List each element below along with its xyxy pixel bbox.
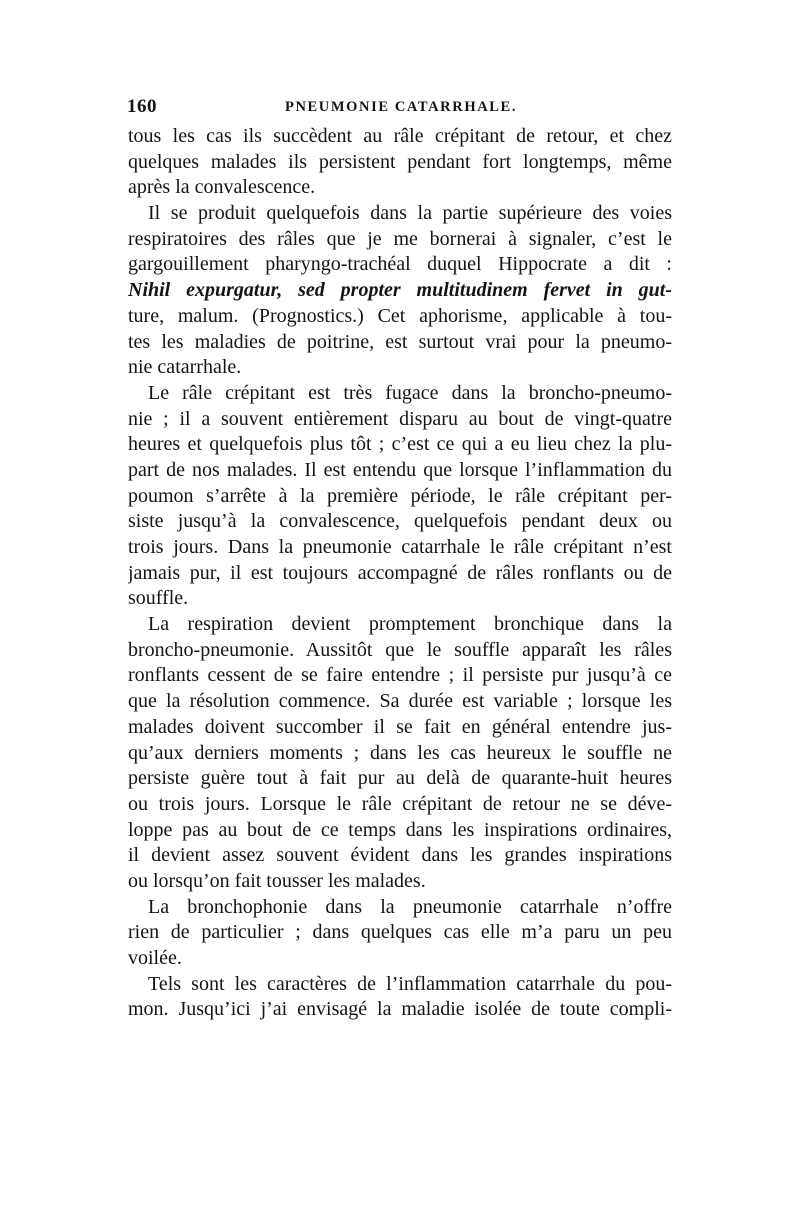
text-line: gargouillement pharyngo-trachéal duquel Hippocrate a dit : [128, 253, 672, 276]
running-head [127, 96, 673, 118]
text-line: nie catarrhale. [128, 356, 242, 379]
text-line: trois jours. Dans la pneumonie catarrhale le râle crépitant n’est [128, 536, 672, 558]
text-line: voilée. [128, 947, 182, 969]
text-line: quelques malades ils persistent pendant fort longtemps, même [128, 150, 672, 173]
text-line: loppe pas au bout de ce temps dans les inspirations ordinaires, [128, 818, 672, 841]
text-line: heures et quelquefois plus tôt ; c’est ce qui a eu lieu chez la plu- [128, 433, 672, 456]
text-line: Il se produit quelquefois dans la partie supérieure des voies [148, 202, 672, 225]
text-line: il devient assez souvent évident dans les grandes inspirations [128, 844, 672, 867]
text-line: part de nos malades. Il est entendu que lorsque l’inflammation du [128, 458, 672, 481]
text-line: ronflants cessent de se faire entendre ; il persiste pur jusqu’à ce [128, 664, 672, 687]
text-line: mon. Jusqu’ici j’ai envisagé la maladie isolée de toute compli- [128, 998, 672, 1021]
text-line: ture, malum. (Prognostics.) Cet aphorisme, applicable à tou- [128, 304, 672, 327]
text-line: après la convalescence. [128, 176, 316, 199]
text-line: rien de particulier ; dans quelques cas elle m’a paru un peu [128, 921, 672, 944]
text-line: nie ; il a souvent entièrement disparu au bout de vingt-quatre [128, 407, 672, 430]
text-line-italic: Nihil expurgatur, sed propter multitudinem fervet in gut- [128, 279, 672, 302]
text-line: persiste guère tout à fait pur au delà de quarante-huit heures [128, 767, 672, 790]
text-line: siste jusqu’à la convalescence, quelquefois pendant deux ou [128, 510, 672, 533]
text-line: La bronchophonie dans la pneumonie catarrhale n’offre [148, 895, 672, 918]
text-line: Tels sont les caractères de l’inflammation catarrhale du pou- [148, 972, 672, 995]
text-line: jamais pur, il est toujours accompagné de râles ronflants ou de [128, 561, 672, 584]
text-line: que la résolution commence. Sa durée est variable ; lorsque les [128, 690, 672, 713]
text-line: poumon s’arrête à la première période, le râle crépitant per- [128, 484, 672, 507]
running-title: PNEUMONIE CATARRHALE. [285, 99, 518, 115]
text-line: tous les cas ils succèdent au râle crépitant de retour, et chez [128, 125, 672, 147]
text-line: tes les maladies de poitrine, est surtout vrai pour la pneumo- [128, 330, 672, 353]
body-text [128, 124, 672, 1023]
page-number: 160 [127, 96, 157, 117]
text-line: Le râle crépitant est très fugace dans la broncho-pneumo- [148, 381, 672, 404]
text-line: ou lorsqu’on fait tousser les malades. [128, 869, 426, 892]
text-line: broncho-pneumonie. Aussitôt que le souffle apparaît les râles [128, 638, 672, 661]
text-line: souffle. [128, 587, 189, 610]
text-line: malades doivent succomber il se fait en général entendre jus- [128, 715, 672, 738]
text-line: qu’aux derniers moments ; dans les cas heureux le souffle ne [128, 741, 672, 764]
text-line: respiratoires des râles que je me bornerai à signaler, c’est le [128, 227, 672, 250]
text-line: ou trois jours. Lorsque le râle crépitant de retour ne se déve- [128, 792, 672, 815]
text-line: La respiration devient promptement bronchique dans la [148, 613, 672, 636]
